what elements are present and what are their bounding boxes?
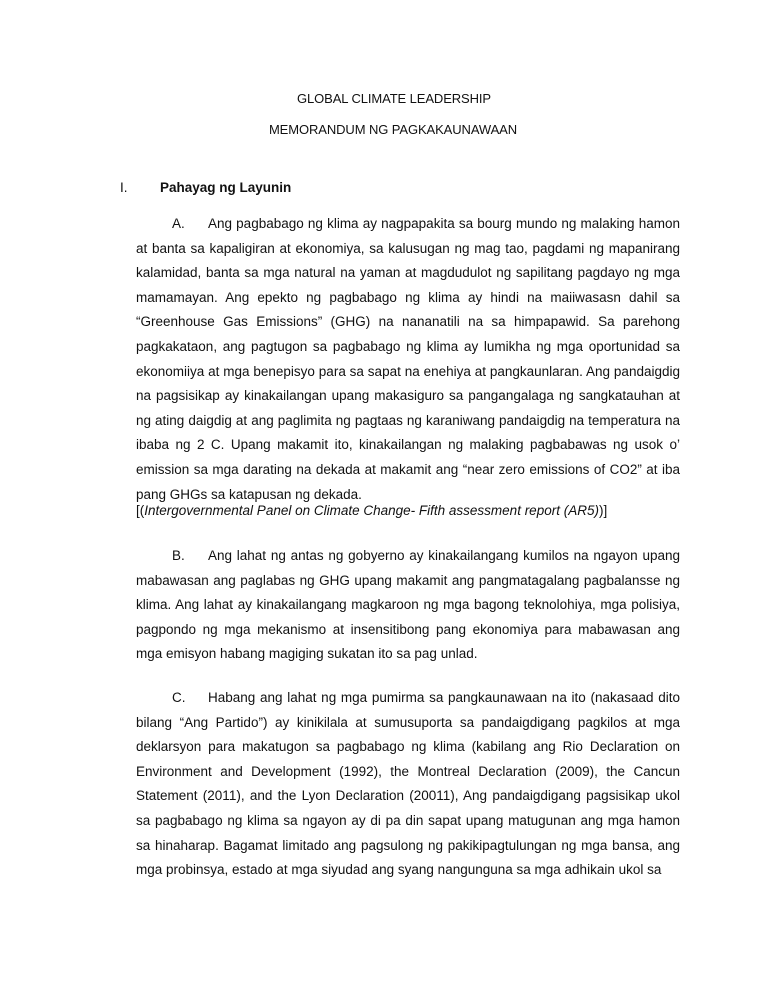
paragraph-b-label: B. (172, 548, 185, 563)
section-heading (120, 180, 291, 195)
citation-text: Intergovernmental Panel on Climate Change- Fifth assessment report (AR5) (144, 503, 599, 518)
section-title: Pahayag ng Layunin (160, 180, 292, 195)
citation-open: [( (136, 503, 145, 518)
paragraph-c-text: Habang ang lahat ng mga pumirma sa pangkaunawaan na ito (nakasaad dito bilang “Ang Partido”) ay kinikilala at sumusuporta sa pandaigdigang pagkilos at mga deklarsyon para makatugon sa pagbabago ng klima (kabilang ang Rio Declaration on Environment and Development (1992), the Montreal Declaration (2009), the Cancun Statement (2011), and the Lyon Declaration (20011), Ang pandaigdigang pagsisikap ukol sa pagbabago ng klima sa ngayon ay di pa din sapat upang matugunan ang mga hamon sa hinaharap. Bagamat limitado ang pagsulong ng pakikipagtulungan ng mga bansa, ang mga probinsya, estado at mga siyudad ang syang nangunguna sa mga adhikain ukol sa (136, 690, 680, 878)
paragraph-c-label: C. (172, 690, 186, 705)
paragraph-c (136, 686, 680, 883)
document-title: GLOBAL CLIMATE LEADERSHIP (296, 91, 491, 106)
paragraph-b-text: Ang lahat ng antas ng gobyerno ay kinakailangang kumilos na ngayon upang mabawasan ang paglabas ng GHG upang makamit ang pangmatagalang pagbalansse ng klima. Ang lahat ay kinakailangang magkaroon ng mga bagong teknolohiya, mga polisiya, pagpondo ng mga mekanismo at insensitibong pang ekonomiya para mabawasan ang mga emisyon habang magiging sukatan ito sa pag unlad. (136, 548, 680, 662)
paragraph-b (136, 544, 680, 667)
document-subtitle: MEMORANDUM NG PAGKAKAUNAWAAN (268, 122, 518, 137)
section-number: I. (120, 180, 128, 195)
citation (136, 499, 607, 524)
paragraph-a-label: A. (172, 216, 185, 231)
paragraph-a-text: Ang pagbabago ng klima ay nagpapakita sa bourg mundo ng malaking hamon at banta sa kapaligiran at ekonomiya, sa kalusugan ng mag tao, pagdami ng mapanirang kalamidad, banta sa mga natural na yaman at magdudulot ng sapilitang pagdayo ng mga mamamayan. Ang epekto ng pagbabago ng klima ay hindi na maiiwasasn dahil sa “Greenhouse Gas Emissions” (GHG) na nananatili na sa himpapawid. Sa parehong pagkakataon, ang pagtugon sa pagbabago ng klima ay lumikha ng mga oportunidad sa ekonomiiya at mga benepisyo para sa sapat na enehiya at pangkaunlaran. Ang pandaigdig na pagsisikap ay kinakailangan upang makasiguro sa pangangalaga ng sangkatauhan at ng ating daigdig at ang paglimita ng pagtaas ng karaniwang pandaigdig na temperatura na ibaba ng 2 C. Upang makamit ito, kinakailangan ng malaking pagbabawas ng usok o’ emission sa mga darating na dekada at makamit ang “near zero emissions of CO2” at iba pang GHGs sa katapusan ng dekada. (136, 216, 680, 502)
paragraph-a (136, 212, 680, 507)
citation-close: )] (598, 503, 608, 518)
